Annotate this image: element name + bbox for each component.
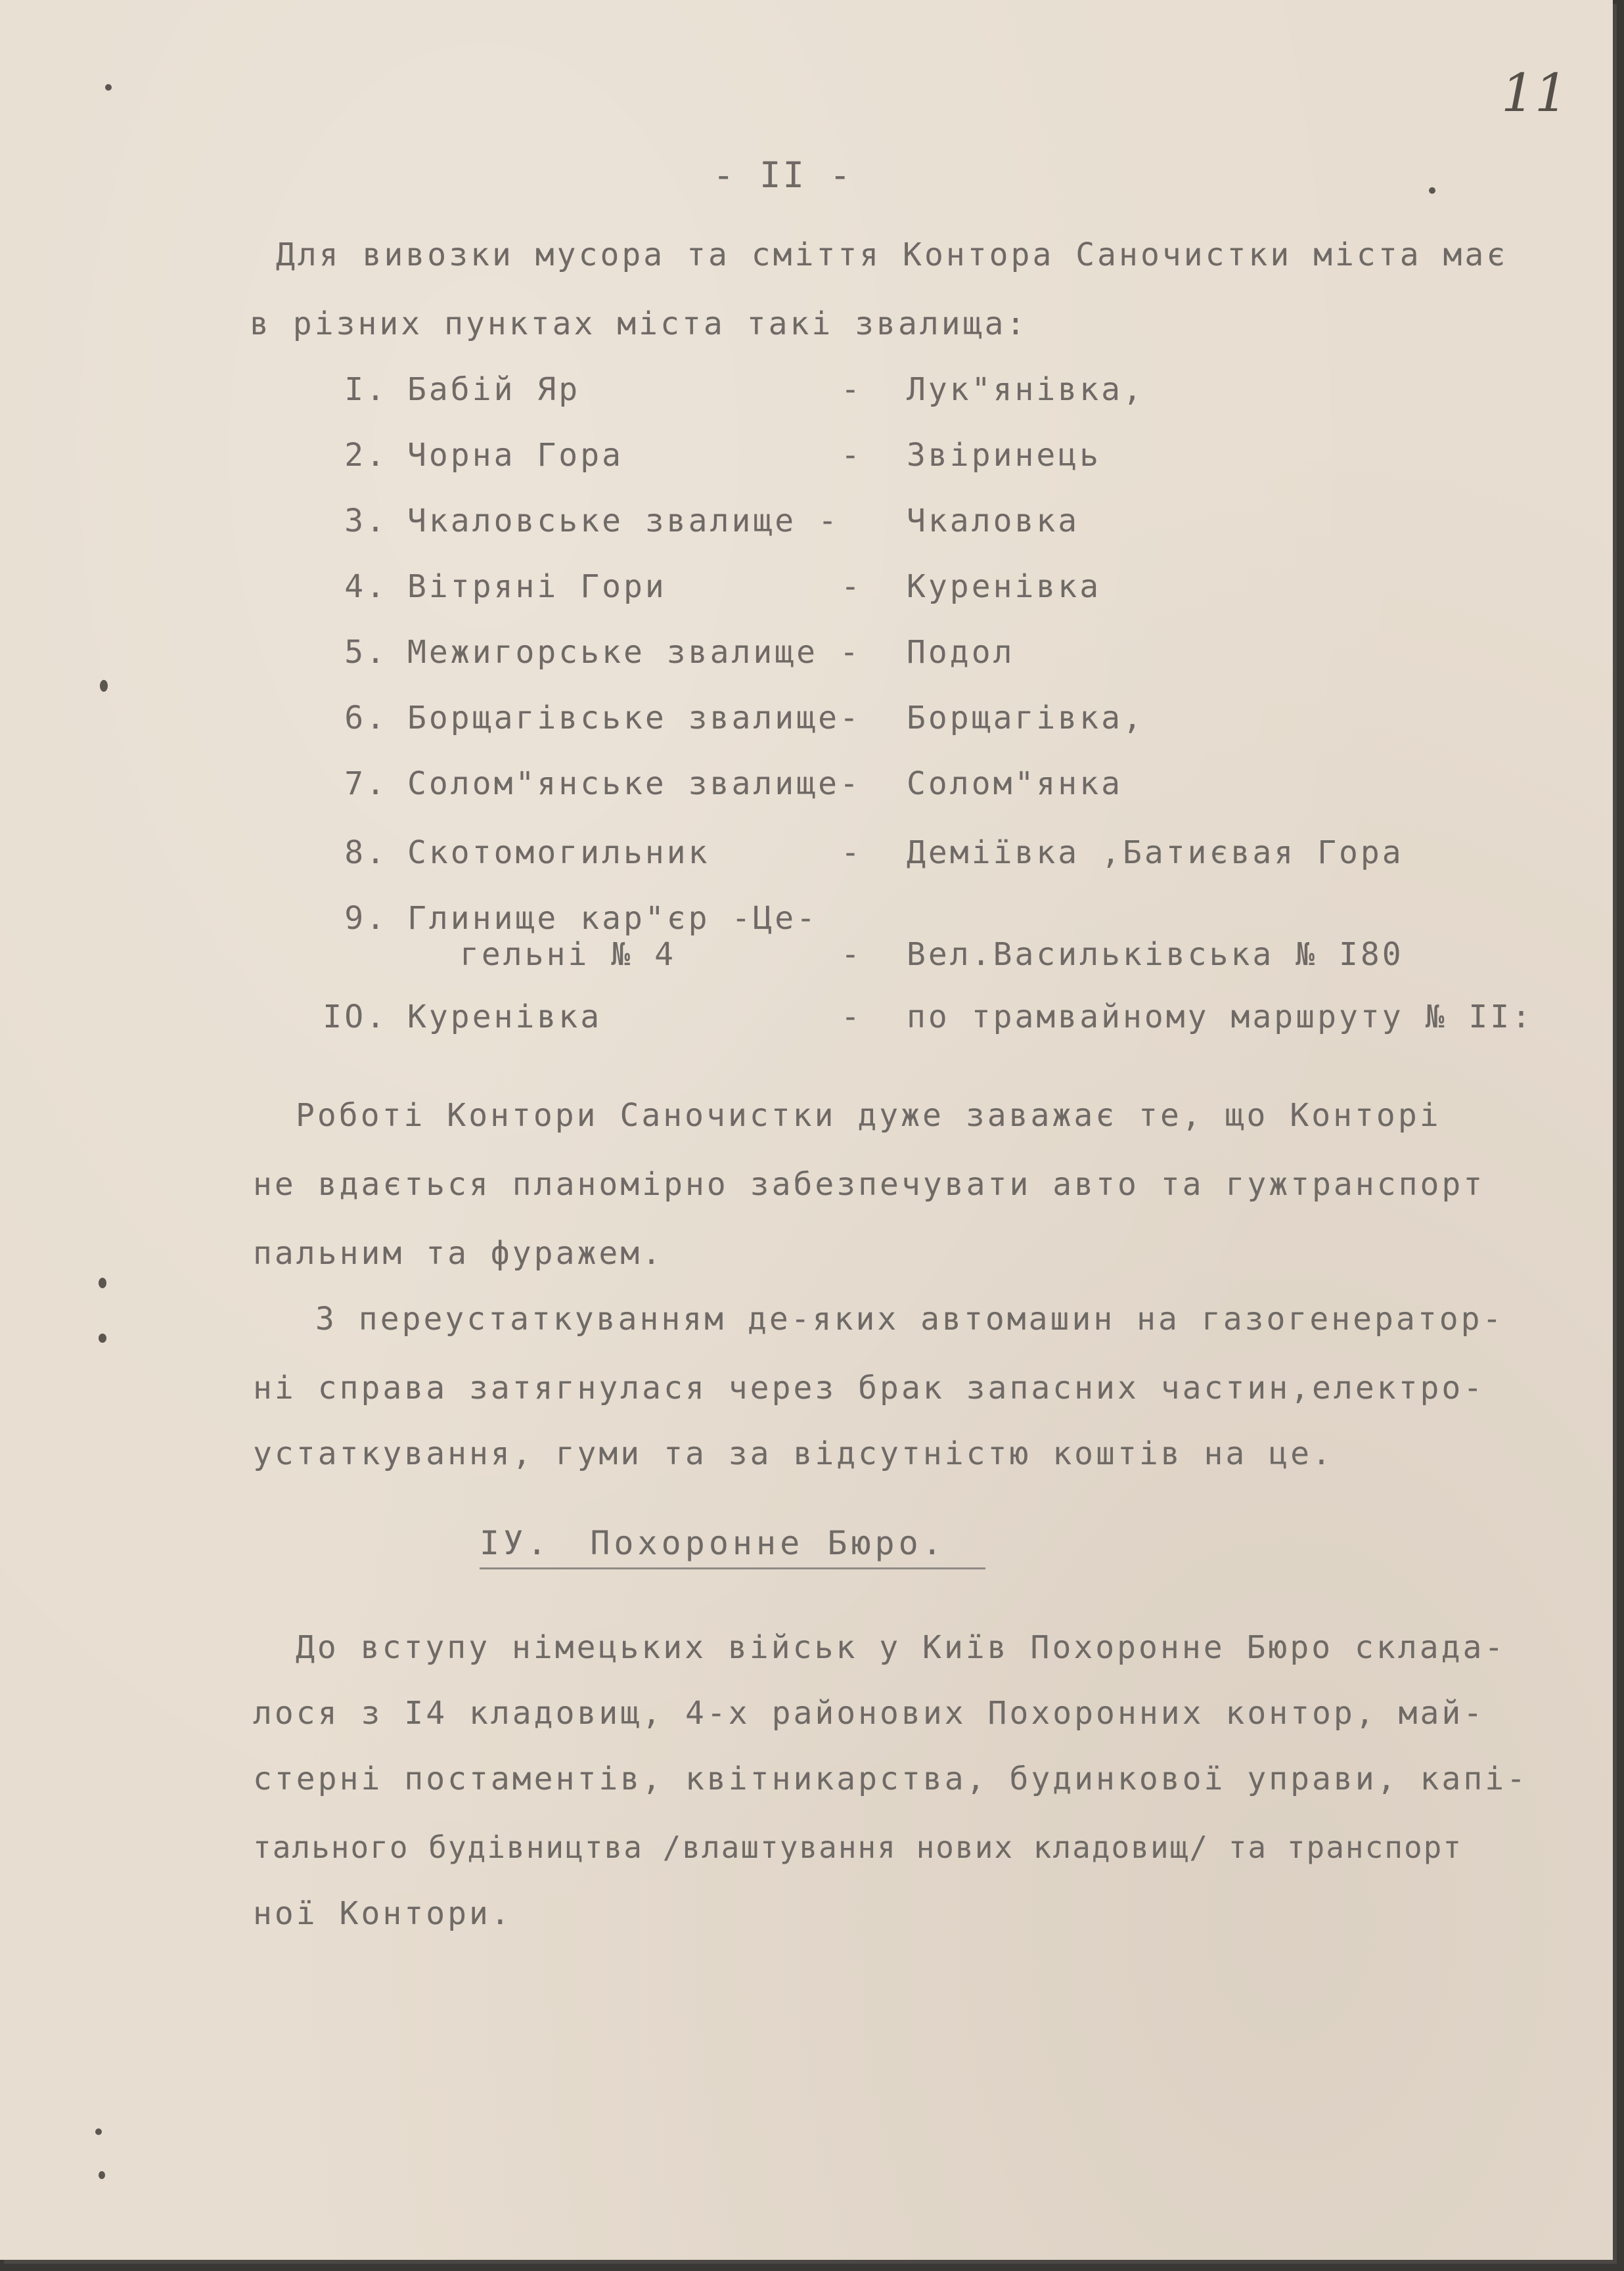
list-item — [315, 700, 1144, 736]
list-item-name: Скотомогильник — [407, 834, 710, 871]
list-item-name-continued: гельні № 4 — [460, 936, 676, 973]
list-item-place: по трамвайному маршруту № II: — [907, 999, 1534, 1035]
list-item-number: I. — [344, 371, 388, 408]
list-item-place: Чкаловка — [907, 503, 1080, 539]
list-item-number: 2. — [344, 437, 388, 474]
list-item-dash: - — [841, 437, 863, 474]
paragraph-3-line-4: тального будівництва /влаштування нових кладовищ/ та транспорт — [253, 1830, 1463, 1865]
list-item-number: 6. — [344, 700, 388, 736]
section-title — [480, 1524, 985, 1569]
list-item-dash: - — [841, 936, 863, 973]
paragraph-3-line-1: До вступу німецьких військ у Київ Похоронне Бюро склада- — [296, 1629, 1506, 1666]
list-item-number: IO. — [323, 999, 388, 1035]
list-item — [315, 568, 1102, 605]
section-title-text: Похоронне Бюро. — [590, 1524, 946, 1562]
intro-line-2: в різних пунктах міста такі звалища: — [250, 305, 1028, 342]
list-item-number: 7. — [344, 765, 388, 802]
list-item-name: Куренівка — [407, 999, 602, 1035]
list-item — [315, 834, 1404, 871]
paragraph-2-line-3: устаткування, гуми та за відсутністю коштів на це. — [253, 1435, 1334, 1472]
list-item-name: Борщагівське звалище- — [407, 700, 861, 736]
list-item-number: 5. — [344, 634, 388, 671]
paragraph-1-line-2: не вдається планомірно забезпечувати авто та гужтранспорт — [253, 1166, 1485, 1203]
list-item-place: Борщагівка, — [907, 700, 1144, 736]
paper-speck — [1429, 187, 1435, 194]
list-item-place: Куренівка — [907, 568, 1102, 605]
list-item-name: Глинище кар"єр -Це- — [407, 900, 819, 937]
list-item-place: Вел.Васильківська № I80 — [907, 936, 1404, 973]
list-item-place: Лук"янівка, — [907, 371, 1144, 408]
paragraph-1-line-3: пальним та фуражем. — [253, 1235, 664, 1272]
paper-speck — [100, 680, 108, 692]
section-number: IУ. — [480, 1524, 551, 1562]
list-item — [315, 765, 1123, 802]
list-item-name: Чкаловське звалище - — [407, 503, 840, 539]
paragraph-3-line-3: стерні постаментів, квітникарства, будинкової управи, капі- — [253, 1761, 1529, 1797]
list-item-name: Солом"янське звалище- — [407, 765, 861, 802]
list-item-place: Звіринець — [907, 437, 1102, 474]
paragraph-2-line-2: ні справа затягнулася через брак запасних частин,електро- — [253, 1370, 1485, 1406]
list-item-dash: - — [841, 371, 863, 408]
paper-speck — [99, 2171, 105, 2179]
handwritten-page-number: 11 — [1501, 62, 1568, 124]
list-item-place: Солом"янка — [907, 765, 1123, 802]
list-item — [315, 634, 1015, 671]
paper-speck — [95, 2128, 102, 2135]
intro-line-1: Для вивозки мусора та сміття Контора Саночистки міста має — [276, 236, 1508, 273]
list-item-number: 3. — [344, 503, 388, 539]
list-item-name: Бабій Яр — [407, 371, 581, 408]
paragraph-1-line-1: Роботі Контори Саночистки дуже заважає те, що Конторі — [296, 1097, 1441, 1134]
list-item-place: Деміївка ,Батиєвая Гора — [907, 834, 1404, 871]
list-item — [315, 900, 819, 937]
paper-speck — [99, 1278, 106, 1288]
list-item — [315, 437, 1102, 474]
page-header: - II - — [713, 154, 853, 196]
list-item — [315, 999, 1534, 1035]
paragraph-3-line-5: ної Контори. — [253, 1895, 512, 1932]
paragraph-3-line-2: лося з I4 кладовищ, 4-х районових Похоронних контор, май- — [253, 1695, 1485, 1732]
list-item-number: 8. — [344, 834, 388, 871]
list-item-place: Подол — [907, 634, 1015, 671]
list-item-dash: - — [841, 999, 863, 1035]
list-item — [315, 371, 1144, 408]
list-item-dash: - — [841, 834, 863, 871]
list-item-number: 4. — [344, 568, 388, 605]
list-item-name: Чорна Гора — [407, 437, 623, 474]
paper-speck — [105, 84, 112, 91]
list-item-name: Вітряні Гори — [407, 568, 667, 605]
list-item-number: 9. — [344, 900, 388, 937]
paragraph-2-line-1: З переустаткуванням де-яких автомашин на газогенератор- — [315, 1301, 1504, 1338]
list-item-dash: - — [841, 568, 863, 605]
paper-speck — [99, 1334, 106, 1343]
list-item-name: Межигорське звалище - — [407, 634, 861, 671]
list-item — [315, 503, 1080, 539]
